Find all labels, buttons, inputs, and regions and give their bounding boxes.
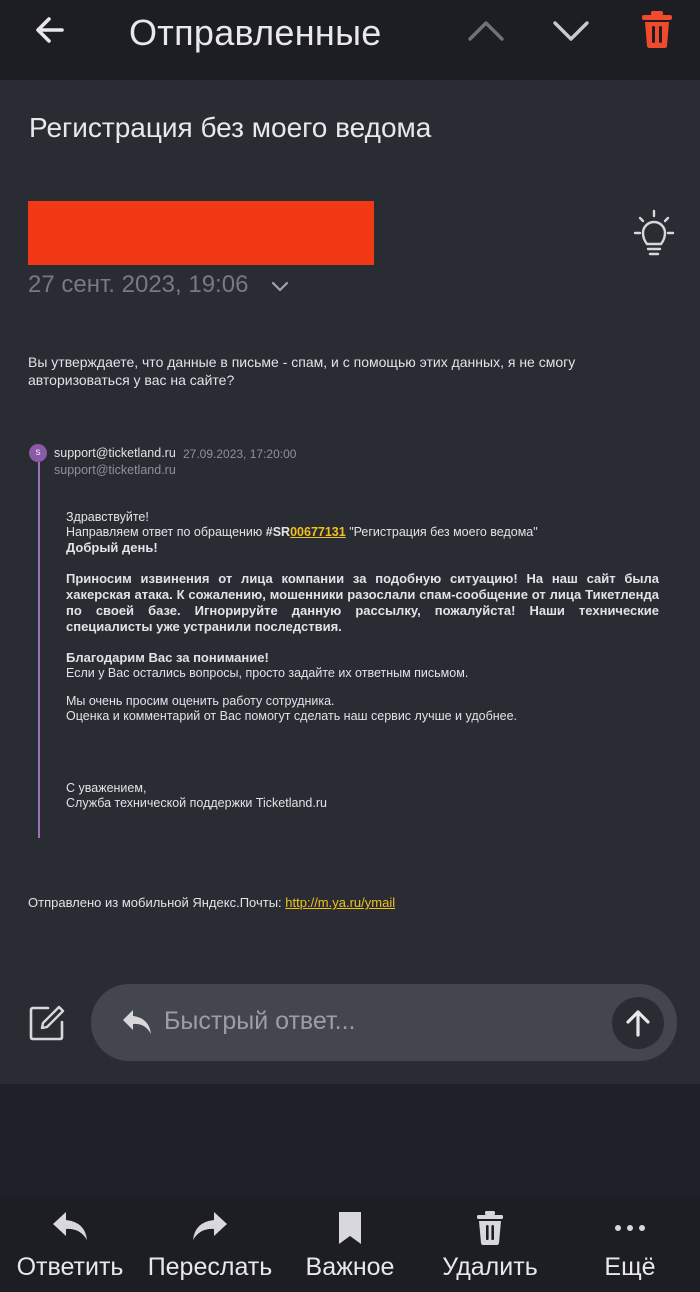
reply-icon [51, 1210, 89, 1242]
forward-label: Переслать [147, 1253, 273, 1281]
arrow-up-icon [612, 997, 664, 1049]
compose-icon[interactable] [28, 1004, 66, 1042]
trash-icon [475, 1210, 505, 1246]
subject-bar [0, 80, 700, 182]
sent-from-signature [28, 895, 395, 910]
quote-apology: Приносим извинения от лица компании за подобную ситуацию! На наш сайт была хакерская атака. К сожалению, мошенники разослали спам-сообщение от лица Тикетленда по своей базе. Игнорируйте данную рассылку, пожалуйста! Наши технические специалисты уже устранили последствия. [66, 571, 659, 634]
message-date[interactable]: 27 сент. 2023, 19:06 [28, 271, 249, 298]
important-button[interactable] [280, 1196, 420, 1292]
chevron-up-icon[interactable] [466, 12, 506, 48]
reply-label: Ответить [16, 1253, 124, 1281]
quote-regards: С уважением, [66, 781, 147, 795]
quick-reply-field[interactable] [91, 984, 677, 1061]
send-button[interactable] [612, 997, 664, 1049]
quote-thanks: Благодарим Вас за понимание! [66, 650, 269, 665]
more-button[interactable] [560, 1196, 700, 1292]
quote-sender-address: support@ticketland.ru [54, 463, 176, 477]
top-bar [0, 0, 700, 80]
more-dots-icon [612, 1210, 648, 1246]
bottom-action-bar [0, 1196, 700, 1292]
reply-icon [121, 1008, 153, 1036]
chevron-down-icon[interactable] [551, 12, 591, 48]
message-subject: Регистрация без моего ведома [29, 112, 432, 143]
quote-reference [66, 525, 659, 540]
avatar: s [29, 444, 47, 462]
folder-title: Отправленные [129, 12, 382, 53]
quoted-message-body [66, 510, 659, 811]
message-body: Вы утверждаете, что данные в письме - спам, и с помощью этих данных, я не смогу авторизоваться у вас на сайте? [28, 354, 576, 388]
ticket-number-link[interactable]: 00677131 [290, 525, 346, 539]
arrow-left-icon[interactable] [30, 10, 70, 50]
trash-icon[interactable] [640, 8, 674, 50]
ymail-link[interactable]: http://m.ya.ru/ymail [285, 895, 396, 910]
sent-from-text: Отправлено из мобильной Яндекс.Почты: [28, 895, 286, 910]
quote-good-day: Добрый день! [66, 540, 158, 555]
quote-greeting: Здравствуйте! [66, 510, 149, 524]
reply-button[interactable] [0, 1196, 140, 1292]
chevron-down-icon[interactable] [270, 280, 290, 294]
delete-button[interactable] [420, 1196, 560, 1292]
quote-sender: support@ticketland.ru [54, 446, 176, 460]
quote-rate-2: Оценка и комментарий от Вас помогут сделать наш сервис лучше и удобнее. [66, 709, 518, 723]
quote-ref-prefix: Направляем ответ по обращению [66, 525, 266, 539]
sender-redacted [28, 201, 374, 265]
quote-date: 27.09.2023, 17:20:00 [183, 447, 297, 461]
delete-label: Удалить [442, 1253, 538, 1281]
quick-reply-placeholder: Быстрый ответ... [164, 1007, 356, 1035]
quote-rate-1: Мы очень просим оценить работу сотрудника. [66, 694, 335, 708]
quote-questions: Если у Вас остались вопросы, просто задайте их ответным письмом. [66, 666, 469, 680]
quote-ref-sr: #SR [265, 525, 291, 539]
important-label: Важное [305, 1253, 395, 1281]
quote-signature: Служба технической поддержки Ticketland.ru [66, 796, 327, 810]
more-label: Ещё [604, 1253, 656, 1281]
bookmark-icon [336, 1210, 364, 1246]
forward-icon [191, 1210, 229, 1242]
quote-divider [38, 462, 40, 838]
forward-button[interactable] [140, 1196, 280, 1292]
quote-ref-subject: "Регистрация без моего ведома" [345, 525, 538, 539]
lightbulb-icon[interactable] [632, 208, 676, 260]
